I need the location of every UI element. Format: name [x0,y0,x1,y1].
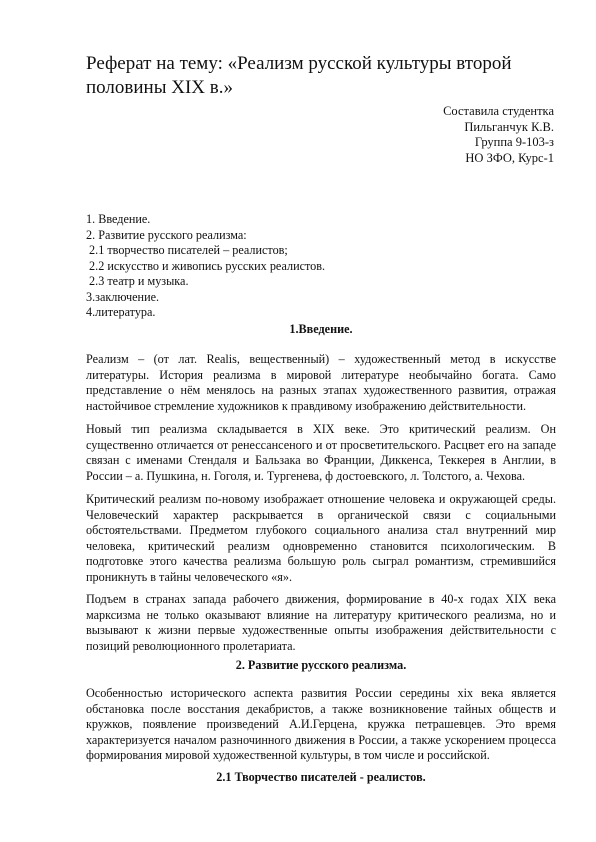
section-heading-introduction: 1.Введение. [289,322,353,336]
toc-item: 4.литература. [86,305,156,319]
paragraph: Особенностью исторического аспекта развития России середины xix века является обстановка после восстания декабристов, а также возникновение тайных обществ и кружков, появление произведений А.И.Герцена, кружка петрашевцев. Это время характеризуется началом разночинного движения в России, а также ускорением процесса формирования мировой художественной культуры, в том числе и российской. [86,686,556,762]
author-line: Пильганчук К.В. [464,119,554,134]
paragraph: Подъем в странах запада рабочего движения, формирование в 40-х годах XIX века марксизма не только оказывают влияние на литературу критического реализма, но и вызывают к жизни первые художественные опыты изображения действительности с позиций революционного пролетариата. [86,592,556,653]
toc-item: 2.2 искусство и живопись русских реалистов. [86,258,326,273]
toc-item: 2. Развитие русского реализма: [86,227,247,242]
author-line: НО ЗФО, Курс-1 [465,150,554,165]
toc-item: 2.1 творчество писателей – реалистов; [86,243,288,257]
toc-item: 2.3 театр и музыка. [86,274,189,288]
toc-item: 3.заключение. [86,289,160,304]
paragraph: Новый тип реализма складывается в XIX веке. Это критический реализм. Он существенно отличается от ренессансеного и от просветительского. Расцвет его на западе связан с именами Стендаля и Бальзака во Франции, Диккенса, Теккерея в Англии, в России – а. Пушкина, н. Гоголя, и. Тургенева, ф достоевского, л. Толстого, а. Чехова. [86,422,556,483]
section-heading-russian-realism: 2. Развитие русского реализма. [235,658,407,672]
author-block [443,104,554,166]
paragraph: Критический реализм по-новому изображает отношение человека и окружающей среды. Человеческий характер раскрывается в органической связи с социальными обстоятельствами. Предметом глубокого социального анализа стал внутренний мир человека, критический реализм одновременно становится психологическим. В подготовке этого качества реализма большую роль сыграл романтизм, стремившийся проникнуть в тайны человеческого «я». [86,492,556,584]
paragraph: Реализм – (от лат. Realis, вещественный) – художественный метод в искусстве литературы. История реализма в мировой литературе необычайно богата. Само представление о нём менялось на разных этапах художественного развития, отражая настойчивое стремление художников к правдивому изображению действительности. [86,352,556,413]
section-heading-writers-realists: 2.1 Творчество писателей - реалистов. [216,770,426,784]
author-line: Составила студентка [443,104,554,118]
toc-item: 1. Введение. [86,212,151,226]
author-line: Группа 9-103-з [474,135,554,149]
table-of-contents [86,212,556,321]
document-title: Реферат на тему: «Реализм русской культуры второй половины XIX в.» [86,53,512,98]
